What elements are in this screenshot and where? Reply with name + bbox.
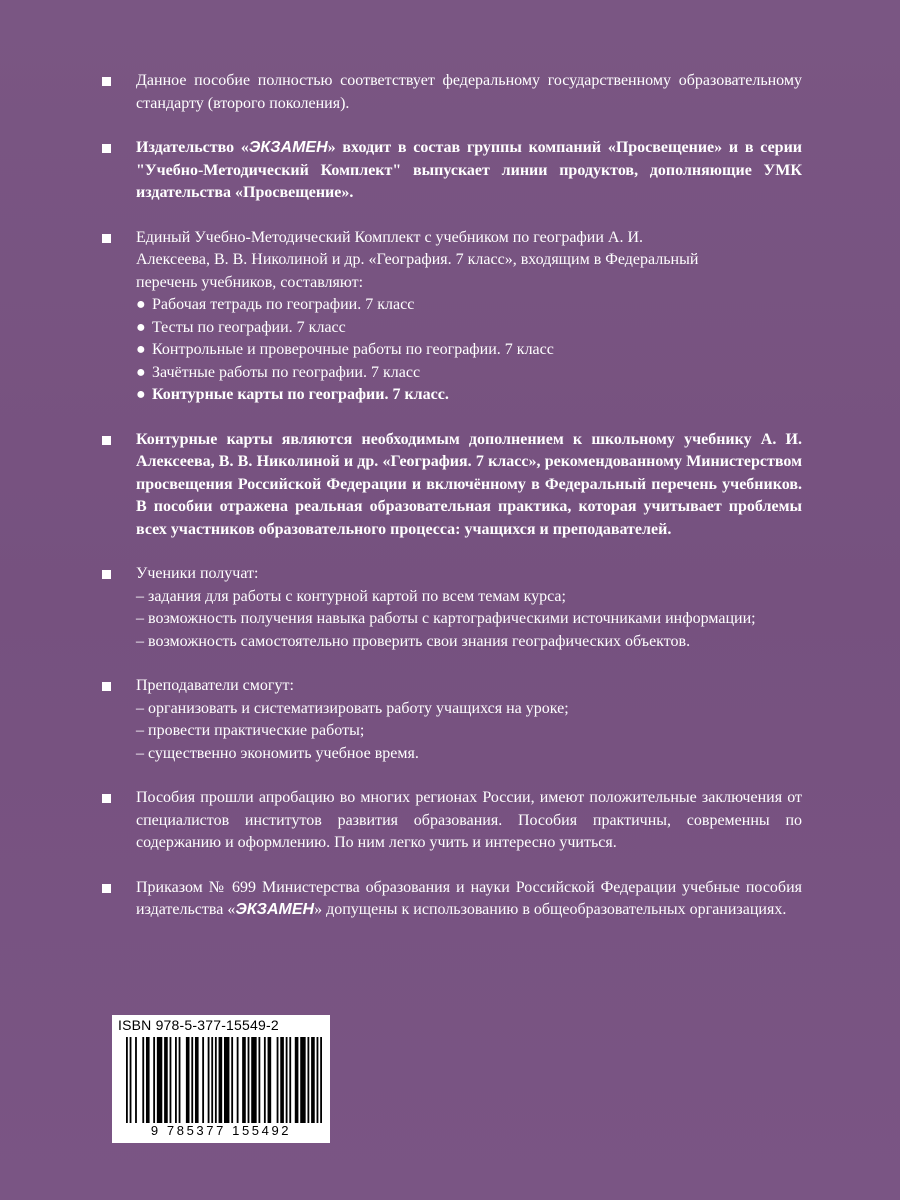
barcode-bar <box>248 1037 250 1123</box>
paragraph-description <box>102 429 802 542</box>
barcode-bar <box>142 1037 144 1123</box>
barcode-bar <box>264 1037 266 1123</box>
barcode-bar <box>170 1037 172 1123</box>
round-bullet-icon: ● <box>136 341 146 358</box>
teachers-item: – провести практические работы; <box>136 722 365 739</box>
round-bullet-icon: ● <box>136 318 146 336</box>
publisher-text-start: Издательство « <box>136 139 249 156</box>
barcode-bar <box>231 1037 233 1123</box>
barcode-bar <box>242 1037 246 1123</box>
barcode-bar <box>195 1037 199 1123</box>
publisher-text <box>136 137 802 205</box>
order-text-start: Приказом № 699 Министерства образования и науки Российской Федерации учебные пособия издательства « <box>136 878 802 918</box>
square-bullet-icon <box>102 794 111 803</box>
publisher-text-end: » входит в состав группы компаний «Просвещение» и в серии "Учебно-Методический Комплект" выпускает линии продуктов, дополняющие УМК издательства «Просвещение». <box>136 139 803 201</box>
order-brand: ЭКЗАМЕН <box>235 901 315 918</box>
barcode-bar <box>126 1037 128 1123</box>
barcode-bar <box>202 1037 204 1123</box>
paragraph-order <box>102 877 802 922</box>
round-bullet-icon: ● <box>136 363 146 381</box>
teachers-item: – организовать и систематизировать работу учащихся на уроке; <box>136 699 569 717</box>
square-bullet-icon <box>102 77 111 86</box>
umk-item <box>136 294 802 317</box>
square-bullet-icon <box>102 570 111 579</box>
barcode-bar <box>179 1037 181 1123</box>
barcode-bar <box>307 1037 309 1123</box>
barcode-bar <box>295 1037 299 1123</box>
approbation-text: Пособия прошли апробацию во многих регионах России, имеют положительные заключения от специалистов институтов развития образования. Пособия практичны, современны по содержанию и оформлению. По ним легко учить и интересно учиться. <box>136 789 802 851</box>
barcode-icon <box>126 1037 322 1123</box>
barcode-bar <box>186 1037 190 1123</box>
barcode-bar <box>164 1037 168 1123</box>
description-text: Контурные карты являются необходимым дополнением к школьному учебнику А. И. Алексеева, В. В. Николиной и др. «География. 7 класс», рекомендованному Министерством просвещения Российской Федерации и включённому в Федеральный перечень учебников. В пособии отражена реальная образовательная практика, которая учитывает проблемы всех участников образовательного процесса: учащихся и преподавателей. <box>136 430 802 538</box>
paragraph-umk-list <box>102 227 802 407</box>
barcode-digits: 9 785377 155492 <box>150 1123 292 1138</box>
barcode-bar <box>153 1037 155 1123</box>
barcode-bar <box>317 1037 319 1123</box>
students-item: – задания для работы с контурной картой по всем темам курса; <box>136 587 566 605</box>
barcode-bar <box>130 1037 132 1123</box>
paragraph-students <box>102 563 802 653</box>
square-bullet-icon <box>102 682 111 691</box>
barcode-bar <box>286 1037 288 1123</box>
standard-text: Данное пособие полностью соответствует федеральному государственному образовательному стандарту (второго поколения). <box>136 72 802 112</box>
publisher-brand: ЭКЗАМЕН <box>248 139 328 156</box>
order-text-end: » допущены к использованию в общеобразовательных организациях. <box>314 901 787 918</box>
umk-item-label: Контрольные и проверочные работы по географии. 7 класс <box>152 341 554 358</box>
square-bullet-icon <box>102 234 111 243</box>
isbn-barcode <box>112 1015 330 1143</box>
barcode-bar <box>191 1037 193 1123</box>
umk-intro: Единый Учебно-Методический Комплект с учебником по географии А. И. Алексеева, В. В. Николиной и др. «География. 7 класс», входящим в Федеральный перечень учебников, составляют: <box>136 228 699 291</box>
barcode-bar <box>258 1037 260 1123</box>
round-bullet-icon: ● <box>136 296 146 313</box>
isbn-label: ISBN 978-5-377-15549-2 <box>118 1017 279 1033</box>
barcode-bar <box>237 1037 239 1123</box>
barcode-bar <box>300 1037 305 1123</box>
teachers-item: – существенно экономить учебное время. <box>136 744 419 762</box>
paragraph-teachers <box>102 675 802 765</box>
umk-item-label: Тесты по географии. 7 класс <box>152 318 346 336</box>
barcode-bar <box>289 1037 291 1123</box>
barcode-bar <box>219 1037 223 1123</box>
barcode-bar <box>320 1037 322 1123</box>
barcode-bar <box>277 1037 279 1123</box>
barcode-bar <box>146 1037 150 1123</box>
round-bullet-icon: ● <box>136 386 146 403</box>
umk-item <box>136 384 802 407</box>
barcode-bar <box>211 1037 213 1123</box>
umk-item <box>136 362 802 385</box>
order-text <box>136 877 802 922</box>
teachers-intro: Преподаватели смогут: <box>136 677 294 694</box>
barcode-bar <box>175 1037 177 1123</box>
barcode-bar <box>215 1037 217 1123</box>
barcode-bar <box>157 1037 162 1123</box>
students-item: – возможность самостоятельно проверить свои знания географических объектов. <box>136 632 691 650</box>
cover-text <box>102 70 802 944</box>
students-intro: Ученики получат: <box>136 565 259 582</box>
barcode-bar <box>208 1037 210 1123</box>
barcode-bar <box>224 1037 229 1123</box>
umk-item <box>136 339 802 362</box>
umk-item-label: Рабочая тетрадь по географии. 7 класс <box>152 296 415 313</box>
umk-item-label: Зачётные работы по географии. 7 класс <box>152 363 421 381</box>
umk-item <box>136 317 802 340</box>
barcode-bar <box>311 1037 315 1123</box>
paragraph-publisher <box>102 137 802 205</box>
square-bullet-icon <box>102 884 111 893</box>
barcode-bar <box>135 1037 137 1123</box>
paragraph-approbation <box>102 787 802 855</box>
umk-item-label: Контурные карты по географии. 7 класс. <box>152 386 449 403</box>
square-bullet-icon <box>102 436 111 445</box>
students-item: – возможность получения навыка работы с картографическими источниками информации; <box>136 610 756 627</box>
square-bullet-icon <box>102 144 111 153</box>
paragraph-standard <box>102 70 802 115</box>
barcode-bar <box>251 1037 256 1123</box>
barcode-bar <box>280 1037 284 1123</box>
barcode-bar <box>268 1037 272 1123</box>
